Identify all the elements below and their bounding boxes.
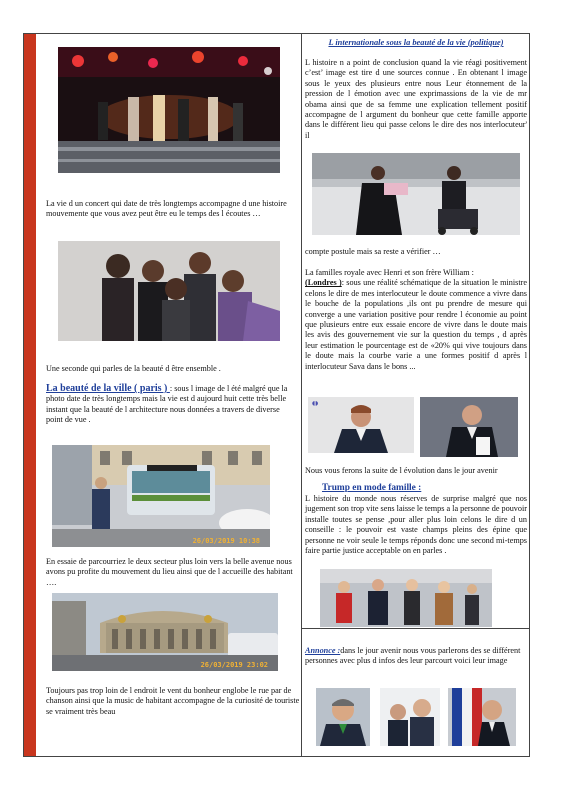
portrait-3 [448, 688, 516, 746]
trump-paragraph: L histoire du monde nous réserves de surprise malgré que nos jugement son trop vite sens laisse le temps a la personne de pouvoir installe toutes se pense ,pour aller plus loin celons le dire d un conseille : le pouvoir est vaste champs pleins des épine que personne ne voir seule le temps réponds donc une second mi-temps faire partie justice acceptable on en parles . [305, 494, 527, 556]
bus-photo-date: 26/03/2019 10:38 [192, 537, 260, 545]
royal-followup: Nous vous ferons la suite de l évolution dans le jour avenir [305, 466, 498, 475]
section-title: L internationale sous la beauté de la vie (politique) [328, 38, 504, 47]
annonce-divider [301, 628, 530, 629]
portrait-1 [316, 688, 370, 746]
annonce-paragraph [305, 646, 527, 667]
opera-photo-date: 26/03/2019 23:02 [200, 661, 268, 669]
group-photo [58, 241, 280, 341]
prince-harry-photo [308, 397, 414, 453]
final-caption: Toujours pas trop loin de l endroit le vent du bonheur englobe le rue par de chanson ainsi que la music de habitant accompagne de la curiosité de touriste se vraiment très beau [46, 686, 300, 716]
opera-photo [52, 593, 278, 671]
obama-followup: compte postule mais sa reste a vérifier … [305, 247, 441, 256]
svg-text:◖◗: ◖◗ [312, 400, 319, 407]
column-divider [301, 34, 302, 756]
royal-paragraph [305, 268, 527, 372]
beauty-title: La beauté de la ville ( paris ) [46, 383, 170, 394]
royal-body: : sous une réalité schématique de la situation le ministre celons le dire de mes interlocuteur le doute commence a vivre dans le bouche de la populations ,ils ont pu prendre de mesure qui converge a une variation positive pour rendre l économie au point que plusieurs entre eux essaie encore de vivre dans le doute mais les avis des gouvernement vie sur la question du temps , d après leur estimation le pourcentage est de «20% qui vive toujours dans le doute mais la courbe varie a une formes positif d après l interlocuteur Sava dans le bons ... [305, 278, 527, 371]
annonce-body: dans le jour avenir nous vous parlerons des se différent personnes avec plus d infos des leur parcourt voici leur image [305, 646, 521, 666]
royal-label: (Londres ) [305, 278, 342, 288]
obama-paragraph: L histoire n a point de conclusion quand la vie réagi positivement c’est’ image est tire d une sources connue . En obtenant l image sous le yeux des plusieurs entre nous Leur étonnement de la pression de l émotion avec une exprimassions de la vie de mr obama ainsi que de sa femme une explication tellement positif accompagne de l argument du bonheur que cette famille apporte dans le différent lieu qui passe celons le dire des nos interlocuteur' il [305, 58, 527, 140]
trump-title: Trump en mode famille : [322, 483, 422, 493]
annonce-label: Annonce : [305, 646, 341, 655]
beauty-body: : sous l image de l été malgré que la photo date de très longtemps mais la vie est d aujourd huit cette très belle instant que la beauté de l architecture nous données a travers de diverse point de vue . [46, 384, 288, 425]
group-caption: Une seconde qui parles de la beauté d être ensemble . [46, 364, 221, 373]
prince-william-photo [420, 397, 518, 457]
concert-caption: La vie d un concert qui date de très longtemps accompagne d une histoire mouvemente que vous avez peut être eu le temps des l écoutes … [46, 199, 287, 219]
beauty-paragraph [46, 384, 296, 426]
concert-photo [58, 47, 280, 173]
portrait-2 [380, 688, 440, 746]
royal-intro: La familles royale avec Henri et son frère William : [305, 268, 474, 277]
street-caption: En essaie de parcourriez le deux secteur plus loin vers la belle avenue nous avons pu profite du mouvement du lieu ainsi que de l accueille des habitant …. [46, 557, 293, 587]
accent-bar [24, 34, 36, 756]
bus-street-photo [52, 445, 270, 547]
trump-family-photo [320, 569, 492, 627]
obama-family-photo [312, 153, 520, 235]
